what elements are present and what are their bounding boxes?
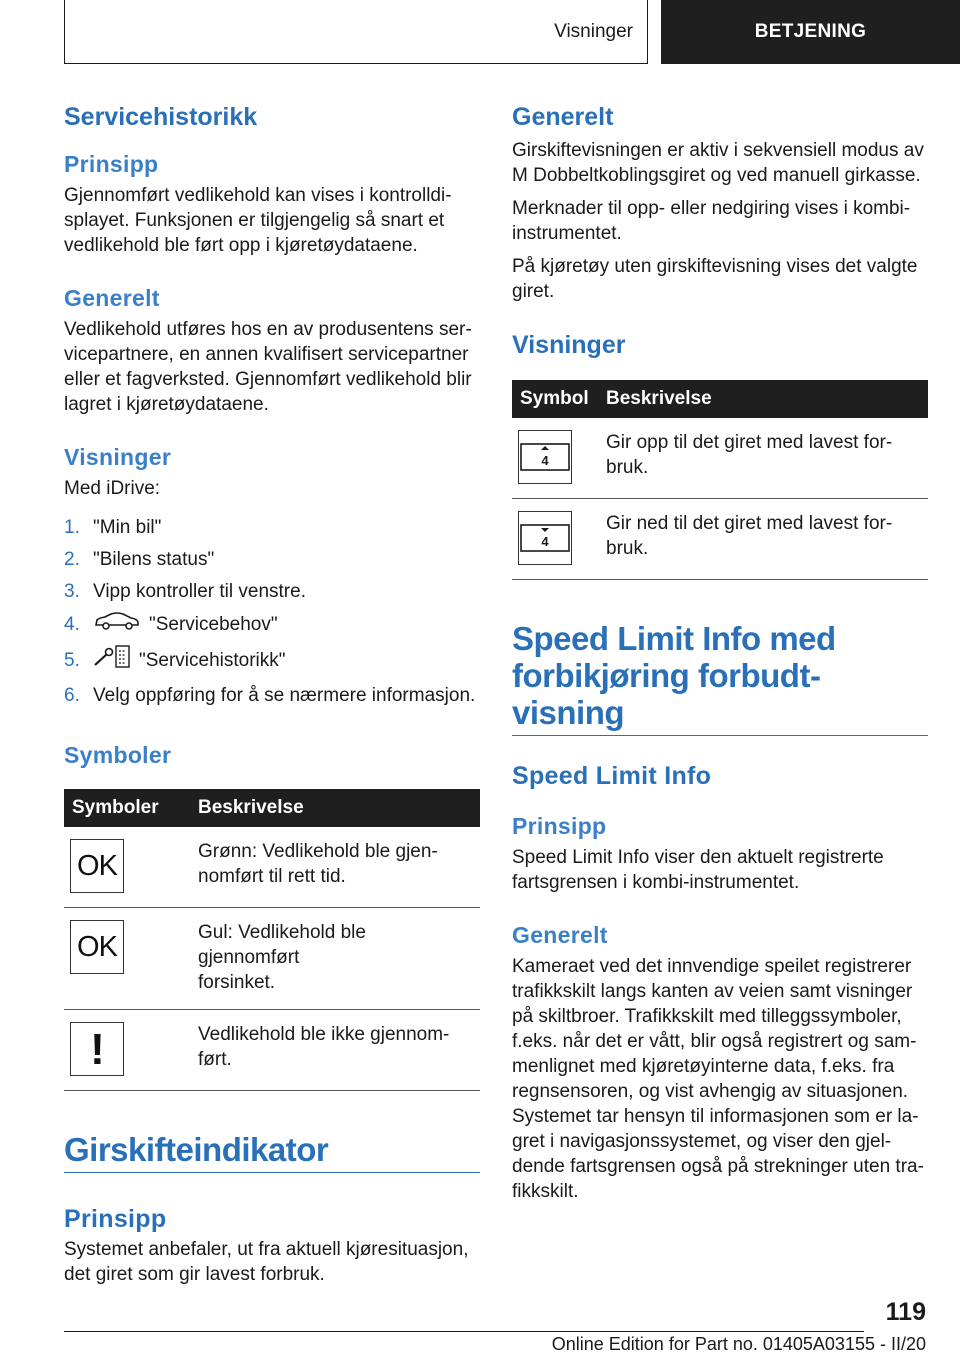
right-column (512, 100, 928, 1204)
principle-text: Gjennomført vedlikehold kan vises i kontrolldi- splayet. Funksjonen er tilgjengelig så snart et vedlikehold ble ført opp i kjøretøydataene. (64, 185, 452, 256)
gear-general-p1: Girskiftevisningen er aktiv i sekvensiell modus av M Dobbeltkoblingsgiret og ved manuell girkasse. (512, 140, 924, 186)
list-item: 6. Velg oppføring for å se nærmere informasjon. (64, 685, 476, 706)
header-section-tab-label: Visninger (554, 20, 633, 42)
speed-limit-title: Speed Limit Info med forbikjøring forbudt-visning (512, 620, 928, 736)
up-gear-number: 4 (541, 453, 549, 468)
speed-general-heading: Generelt (512, 922, 608, 948)
list-item: 5. "Servicehistorikk" (64, 645, 480, 676)
table-row (512, 418, 928, 499)
speed-general-text: Kameraet ved det innvendige speilet registrerer trafikkskilt langs kanten av veien samt visninger på skiltbroer. Trafikkskilt med tilleggssymboler, f.eks. når det er vått, blir også registrert og sam- menlignet med kjøretøyinterne data, f.eks. fra regnsensoren, og vist avhengig av situasjonen. Systemet tar hensyn til informasjonen som er la- gret i navigasjonssystemet, og viser den gjel- dende fartsgrensen også på strekninger uten tra- fikkskilt. (512, 956, 924, 1202)
footer-edition: Online Edition for Part no. 01405A03155 - II/20 (551, 1334, 926, 1354)
idrive-steps (64, 515, 480, 708)
list-item: 3. Vipp kontroller til venstre. (64, 581, 306, 602)
general-heading: Generelt (64, 285, 160, 311)
general-text: Vedlikehold utføres hos en av produsentens ser- vicepartnere, en annen kvalifisert servicepartner eller et fagverksted. Gjennomført vedlikehold blir lagret i kjøretøydataene. (64, 319, 472, 415)
list-item: 2. "Bilens status" (64, 549, 215, 570)
wrench-list-icon (93, 645, 131, 676)
table-cell-description: Grønn: Vedlikehold ble gjen- nomført til rett tid. (190, 827, 480, 908)
symbols-column-header: Symboler (64, 789, 190, 827)
principle-heading: Prinsipp (64, 151, 159, 177)
gear-shift-title: Girskifteindikator (64, 1131, 480, 1173)
gear-general-heading: Generelt (512, 103, 614, 131)
table-cell-description: Vedlikehold ble ikke gjennom- ført. (190, 1010, 480, 1091)
header-chapter (661, 0, 960, 64)
page-number: 119 (885, 1298, 926, 1326)
gear-general-p2: Merknader til opp- eller nedgiring vises i kombi- instrumentet. (512, 198, 911, 244)
table-cell-description: Gir ned til det giret med lavest for- bruk. (598, 499, 928, 580)
up-gear-icon (518, 430, 572, 484)
gear-views-heading: Visninger (512, 331, 626, 359)
header-section-tab (64, 0, 648, 64)
symbols-table (64, 789, 480, 1091)
views-intro: Med iDrive: (64, 478, 161, 499)
car-icon (93, 611, 141, 638)
table-row (64, 1010, 480, 1091)
list-item: 4. "Servicebehov" (64, 611, 480, 638)
header-chapter-label: BETJENING (754, 21, 867, 42)
gear-views-table (512, 380, 928, 580)
exclamation-red-symbol: ! (70, 1022, 124, 1076)
table-row (64, 827, 480, 908)
left-column (64, 100, 480, 1287)
gear-general-p3: På kjøretøy uten girskiftevisning vises det valgte giret. (512, 256, 918, 302)
speed-limit-subtitle: Speed Limit Info (512, 762, 712, 790)
list-item: 1. "Min bil" (64, 517, 162, 538)
speed-principle-heading: Prinsipp (512, 813, 607, 839)
ok-green-symbol: OK (70, 839, 124, 893)
table-row (512, 499, 928, 580)
down-gear-icon (518, 511, 572, 565)
description-column-header: Beskrivelse (598, 380, 928, 418)
table-cell-description: Gul: Vedlikehold ble gjennomført forsinket. (190, 908, 480, 1010)
table-cell-description: Gir opp til det giret med lavest for- bruk. (598, 418, 928, 499)
description-column-header: Beskrivelse (190, 789, 480, 827)
gear-principle-text: Systemet anbefaler, ut fra aktuell kjøresituasjon, det giret som gir lavest forbruk. (64, 1239, 469, 1285)
ok-yellow-symbol: OK (70, 920, 124, 974)
service-title: Servicehistorikk (64, 103, 258, 131)
footer-divider (64, 1331, 864, 1332)
speed-principle-text: Speed Limit Info viser den aktuelt registrerte fartsgrensen i kombi-instrumentet. (512, 847, 884, 893)
table-row (64, 908, 480, 1010)
symbols-heading: Symboler (64, 742, 172, 768)
symbol-column-header: Symbol (512, 380, 598, 418)
gear-principle-heading: Prinsipp (64, 1205, 167, 1233)
down-gear-number: 4 (541, 534, 549, 549)
views-heading: Visninger (64, 444, 172, 470)
